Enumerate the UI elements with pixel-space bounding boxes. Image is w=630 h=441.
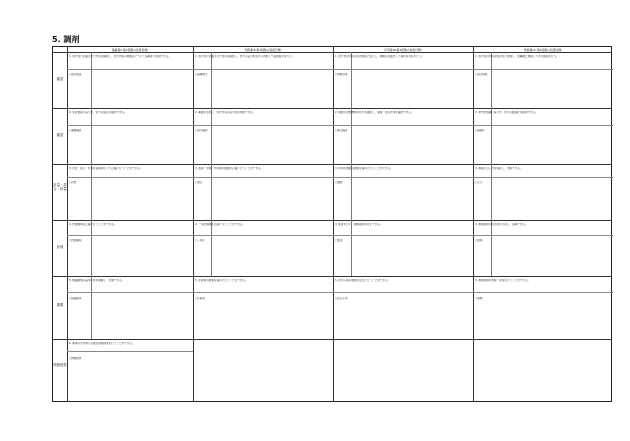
curriculum-table [52, 46, 612, 402]
sub-rule [473, 177, 613, 178]
cell-text: 1. 処方箋の内容を総合的に評価し、他職種と連携して処方提案を行う。 [475, 55, 559, 58]
cell-text: 4. 調剤過誤の防止策を立案し、指導できる。 [475, 223, 528, 226]
sub-rule [193, 177, 333, 178]
cell-text: 4. 監査を行い、調剤過誤を防止できる。 [335, 223, 383, 226]
sub-item: □抗がん剤 [335, 297, 348, 300]
column-divider [193, 47, 194, 401]
sub-item: □一包化 [195, 239, 205, 242]
column-divider [67, 47, 68, 401]
sub-item: □混合 [195, 181, 203, 184]
cell-text: 5. 抗がん剤の調製を安全に行うことができる。 [335, 279, 391, 282]
row-divider [53, 276, 611, 277]
sub-divider [91, 52, 92, 339]
cell-text: 4. 計数調剤を正確に行うことができる。 [69, 223, 117, 226]
row-label: 計数 [56, 245, 64, 249]
sub-rule [333, 235, 473, 236]
row-divider [53, 108, 611, 109]
sub-item: □処方監査 [69, 73, 82, 76]
sub-rule [333, 177, 473, 178]
sub-item: □処方提案 [475, 73, 488, 76]
header-divider [53, 52, 611, 53]
cell-text: 5. 注射剤の調製を適切に行うことができる。 [195, 279, 248, 282]
cell-text: 2. 患者情報に基づき、処方の適正を確認できる。 [69, 111, 127, 114]
sub-rule [473, 69, 613, 70]
sub-divider [211, 52, 212, 276]
sub-item: □工夫 [475, 181, 483, 184]
column-header-4: 発展薬(Ⅳ:第4段階の到達目標) [523, 48, 563, 52]
sub-rule [473, 292, 613, 293]
column-divider [473, 47, 474, 401]
cell-text: 5. 調製業務の管理・改善を行うことができる。 [475, 279, 531, 282]
sub-rule [193, 235, 333, 236]
sub-rule [193, 69, 333, 70]
cell-text: 3. 計量・混合・秤量を指導者の下で正確に行うことができる。 [69, 167, 143, 170]
sub-item: □監査 [335, 239, 343, 242]
sub-rule [67, 351, 193, 352]
sub-item: □薬歴確認 [69, 129, 82, 132]
cell-text: 3. 特殊な製剤の調製を適切に行うことができる。 [335, 167, 393, 170]
sub-rule [67, 235, 193, 236]
row-divider [53, 164, 611, 165]
cell-text: 6. 薬剤の交付時に必要な情報提供を行うことができる。 [69, 342, 135, 345]
sub-item: □指導 [475, 239, 483, 242]
row-label: 計量・混合・秤量 [53, 183, 67, 191]
cell-text: 2. 複数の医療機関の処方を確認し、重複・相互作用を確認できる。 [335, 111, 414, 114]
cell-text: 3. 散剤・水剤・外用剤の調製を正確に行うことができる。 [195, 167, 264, 170]
column-header-2: 実践薬(Ⅱ:第2段階の到達目標) [244, 48, 282, 52]
sub-divider [351, 52, 352, 276]
sub-item: □最適化 [475, 129, 485, 132]
cell-text: 1. 処方箋に記載された内容を確認し、処方内容の問題点について指導者に説明できる。 [69, 55, 171, 58]
sub-item: □照合確認 [335, 129, 348, 132]
sub-rule [193, 292, 333, 293]
page-title: 5. 調剤 [52, 35, 80, 44]
row-label: 情報提供 [53, 363, 67, 367]
row-divider [53, 220, 611, 221]
sub-item: □計数調剤 [69, 239, 82, 242]
column-header-1: 基礎薬(Ⅰ:第1段階の到達目標) [111, 48, 149, 52]
column-divider [333, 47, 334, 401]
column-header-3: 応用薬(Ⅲ:第3段階の到達目標) [384, 48, 422, 52]
row-divider [53, 339, 611, 340]
row-label: 確認 [56, 133, 64, 137]
sub-rule [67, 177, 193, 178]
sub-divider [491, 52, 492, 276]
cell-text: 2. 専門的知識に基づき、処方の最適化を提案できる。 [475, 111, 538, 114]
sub-rule [333, 125, 473, 126]
sub-item: □処方確認 [195, 129, 208, 132]
cell-text: 4. 一包化調剤を正確に行うことができる。 [195, 223, 245, 226]
sub-item: □疑義照会 [195, 73, 208, 76]
sub-rule [473, 235, 613, 236]
cell-text: 1. 処方箋に記載された内容を確認し、処方の妥当性を自ら判断して疑義照会を行う。 [195, 55, 295, 58]
sub-item: □注射剤 [195, 297, 205, 300]
sub-item: □調製 [335, 181, 343, 184]
sub-rule [333, 292, 473, 293]
cell-text: 5. 無菌調製の基本手技を理解し、実施できる。 [69, 279, 125, 282]
sub-rule [473, 125, 613, 126]
cell-text: 3. 調剤上の工夫を提案し、実践できる。 [475, 167, 523, 170]
cell-text: 1. 処方箋の内容を患者情報と照合し、問題点を抽出して適切な対応を行う。 [335, 55, 424, 58]
sub-rule [67, 125, 193, 126]
sub-item: □無菌操作 [69, 297, 82, 300]
sub-rule [67, 69, 193, 70]
sub-item: □計量 [69, 181, 77, 184]
sub-item: □情報提供 [69, 357, 82, 360]
sub-item: □管理 [475, 297, 483, 300]
sub-rule [193, 125, 333, 126]
cell-text: 2. 薬歴を活用し、処方内容の妥当性を判断できる。 [195, 111, 256, 114]
sub-rule [67, 292, 193, 293]
sub-item: □情報収集 [335, 73, 348, 76]
sub-rule [333, 69, 473, 70]
row-label: 調製 [56, 303, 64, 307]
row-label: 確認 [56, 77, 64, 81]
